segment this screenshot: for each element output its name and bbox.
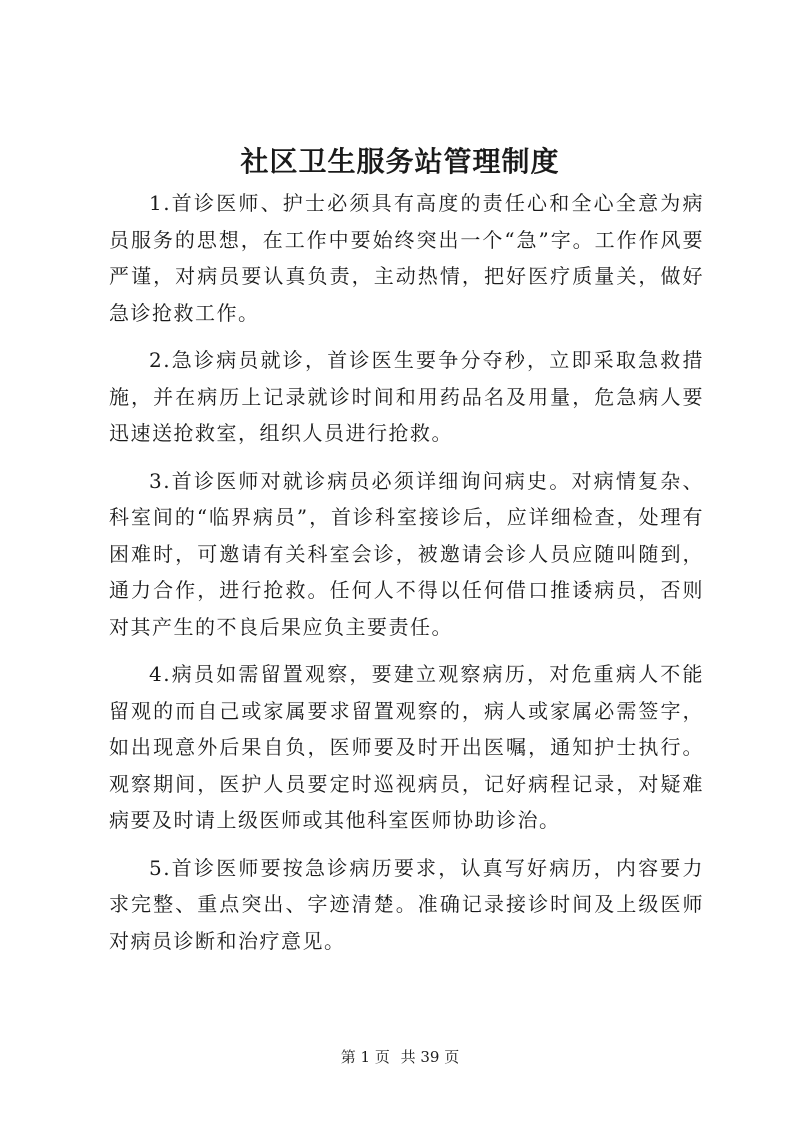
page-number: 第 1 页 xyxy=(340,1048,390,1066)
page-total: 共 39 页 xyxy=(400,1048,460,1066)
page-footer xyxy=(0,1045,800,1069)
paragraph-2: 2.急诊病员就诊，首诊医生要争分夺秒，立即采取急救措施，并在病历上记录就诊时间和用药品名及用量，危急病人要迅速送抢救室，组织人员进行抢救。 xyxy=(109,348,704,445)
paragraph-1: 1.首诊医师、护士必须具有高度的责任心和全心全意为病员服务的思想，在工作中要始终突出一个“急”字。工作作风要严谨，对病员要认真负责，主动热情，把好医疗质量关，做好急诊抢救工作。 xyxy=(109,191,704,325)
document-title: 社区卫生服务站管理制度 xyxy=(240,145,560,178)
paragraph-3: 3.首诊医师对就诊病员必须详细询问病史。对病情复杂、科室间的“临界病员”，首诊科室接诊后，应详细检查，处理有困难时，可邀请有关科室会诊，被邀请会诊人员应随叫随到，通力合作，进行抢救。任何人不得以任何借口推诿病员，否则对其产生的不良后果应负主要责任。 xyxy=(109,468,704,639)
paragraph-4: 4.病员如需留置观察，要建立观察病历，对危重病人不能留观的而自己或家属要求留置观察的，病人或家属必需签字，如出现意外后果自负，医师要及时开出医嘱，通知护士执行。观察期间，医护人员要定时巡视病员，记好病程记录，对疑难病要及时请上级医师或其他科室医师协助诊治。 xyxy=(109,662,704,832)
paragraph-5: 5.首诊医师要按急诊病历要求，认真写好病历，内容要力求完整、重点突出、字迹清楚。准确记录接诊时间及上级医师对病员诊断和治疗意见。 xyxy=(109,855,704,953)
document-body xyxy=(109,185,704,970)
